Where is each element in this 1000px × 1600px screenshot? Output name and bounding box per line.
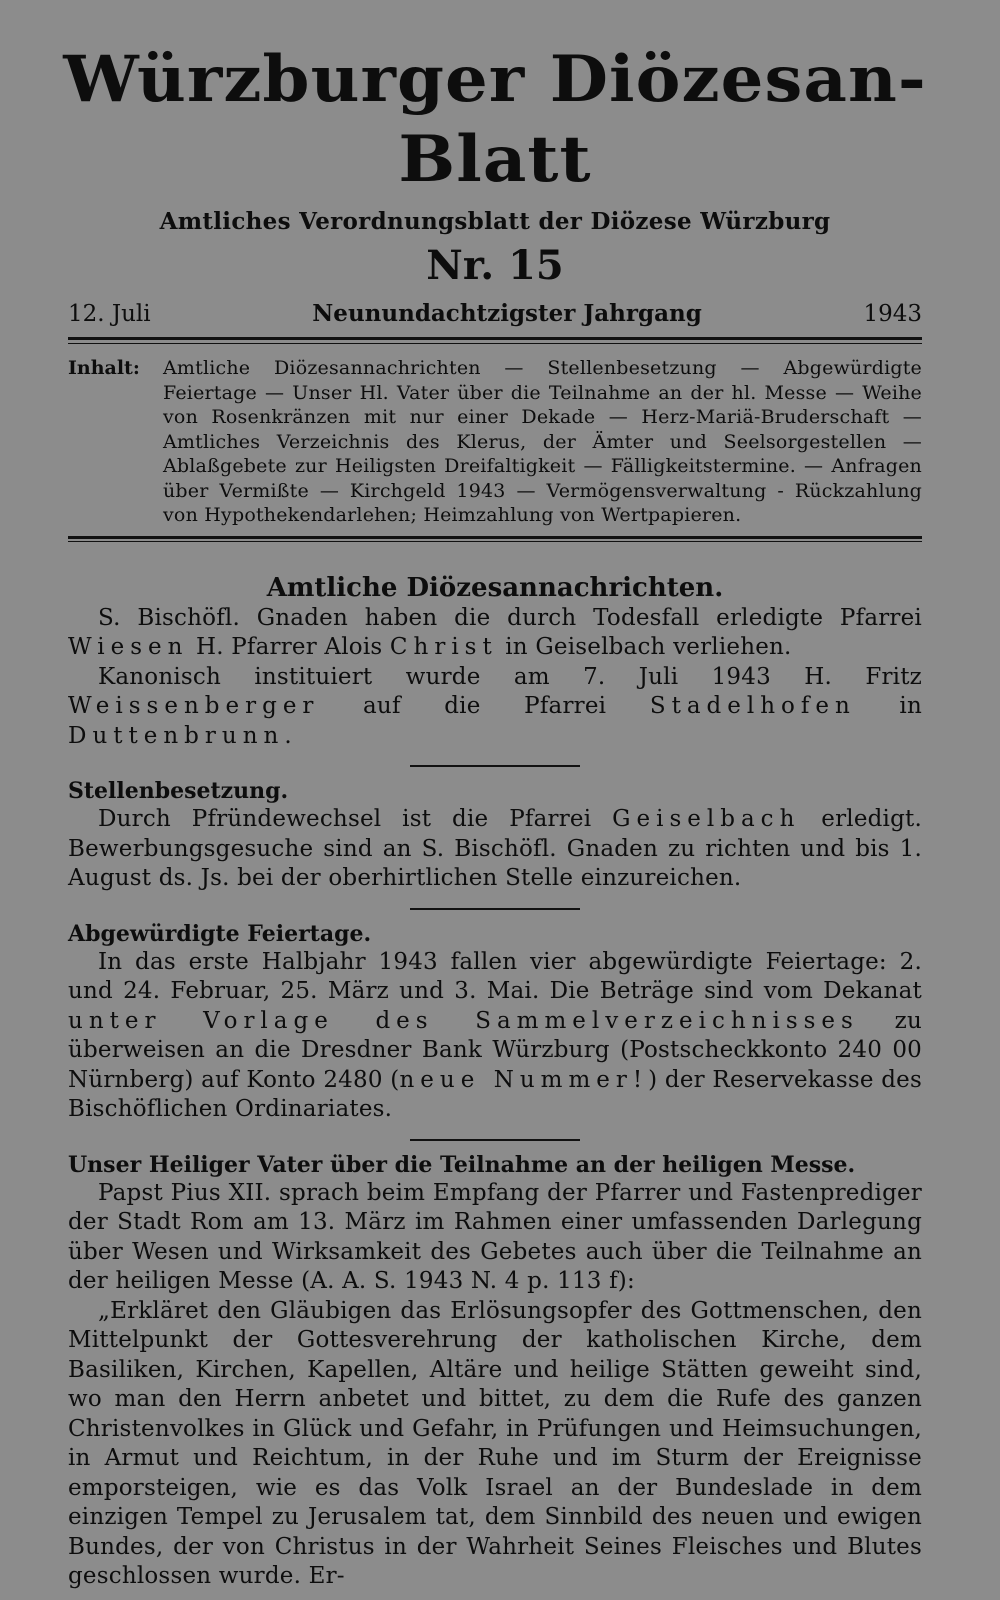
masthead-subtitle: Amtliches Verordnungsblatt der Diözese Würzburg bbox=[159, 208, 831, 235]
issue-number: Nr. 15 bbox=[426, 242, 564, 289]
volume-label: Neunundachtzigster Jahrgang bbox=[312, 300, 702, 327]
section-heading-vacancy: Stellenbesetzung. bbox=[68, 778, 289, 804]
issue-date: 12. Juli bbox=[68, 301, 151, 327]
section-divider bbox=[410, 908, 580, 910]
masthead-title: Würzburger Diözesan-Blatt bbox=[63, 42, 927, 197]
issue-year: 1943 bbox=[863, 301, 922, 327]
paragraph-institution: Kanonisch instituiert wurde am 7. Juli 1943 H. Fritz Weissenberger auf die Pfarrei Stadelhofen in Duttenbrunn. bbox=[68, 663, 922, 749]
toc-rule bbox=[68, 536, 922, 542]
table-of-contents bbox=[68, 356, 922, 528]
paragraph-vacancy: Durch Pfründewechsel ist die Pfarrei Geiselbach erledigt. Bewerbungsgesuche sind an S. Bischöfl. Gnaden zu richten und bis 1. August ds. Js. bei der oberhirtlichen Stelle einzureichen. bbox=[68, 806, 922, 891]
toc-label: Inhalt: bbox=[68, 357, 140, 379]
section-divider bbox=[410, 765, 580, 767]
header-rule bbox=[68, 337, 922, 344]
toc-text: Amtliche Diözesannachrichten — Stellenbesetzung — Abgewürdigte Feiertage — Unser Hl. Vater über die Teilnahme an der hl. Messe — Weihe von Rosenkränzen mit nur einer Dekade — Herz-Mariä-Bruderschaft — Amtliches Verzeichnis des Klerus, der Ämter und Seelsorgestellen — Ablaßgebete zur Heiligsten Dreifaltigkeit — Fälligkeitstermine. — Anfragen über Vermißte — Kirchgeld 1943 — Vermögensverwaltung - Rückzahlung von Hypothekendarlehen; Heimzahlung von Wertpapieren. bbox=[163, 357, 922, 526]
paragraph-quote: „Erkläret den Gläubigen das Erlösungsopfer des Gottmenschen, den Mittelpunkt der Gottesverehrung der katholischen Kirche, dem Basiliken, Kirchen, Kapellen, Altäre und heilige Stätten geweiht sind, wo man den Herrn anbetet und bittet, zu dem die Rufe des ganzen Christenvolkes in Glück und Gefahr, in Prüfungen und Heimsuchungen, in Armut und Reichtum, in der Ruhe und im Sturm der Ereignisse emporsteigen, wie es das Volk Israel an der Bundeslade in dem einzigen Tempel zu Jerusalem tat, dem Sinnbild des neuen und ewigen Bundes, der von Christus in der Wahrheit Seines Fleisches und Blutes geschlossen wurde. Er- bbox=[68, 1297, 922, 1589]
section-heading-holidays: Abgewürdigte Feiertage. bbox=[68, 920, 372, 947]
section-heading-diocesan-news: Amtliche Diözesannachrichten. bbox=[266, 572, 724, 603]
paragraph-holidays: In das erste Halbjahr 1943 fallen vier abgewürdigte Feiertage: 2. und 24. Februar, 25. März und 3. Mai. Die Beträge sind vom Dekanat unter Vorlage des Sammelverzeichnisses zu überweisen an die Dresdner Bank Würzburg (Postscheckkonto 240 00 Nürnberg) auf Konto 2480 (neue Nummer!) der Reservekasse des Bischöflichen Ordinariates. bbox=[68, 948, 922, 1122]
section-heading-holy-father: Unser Heiliger Vater über die Teilnahme an der heiligen Messe. bbox=[68, 1151, 856, 1178]
section-divider bbox=[410, 1139, 580, 1141]
paragraph-pius: Papst Pius XII. sprach beim Empfang der Pfarrer und Fastenprediger der Stadt Rom am 13. März im Rahmen einer umfassenden Darlegung über Wesen und Wirksamkeit des Gebetes auch über die Teilnahme an der heiligen Messe (A. A. S. 1943 N. 4 p. 113 f): bbox=[68, 1179, 922, 1294]
paragraph-appointment: S. Bischöfl. Gnaden haben die durch Todesfall erledigte Pfarrei Wiesen H. Pfarrer Alois Christ in Geiselbach verliehen. bbox=[68, 604, 922, 660]
dateline bbox=[68, 299, 922, 329]
